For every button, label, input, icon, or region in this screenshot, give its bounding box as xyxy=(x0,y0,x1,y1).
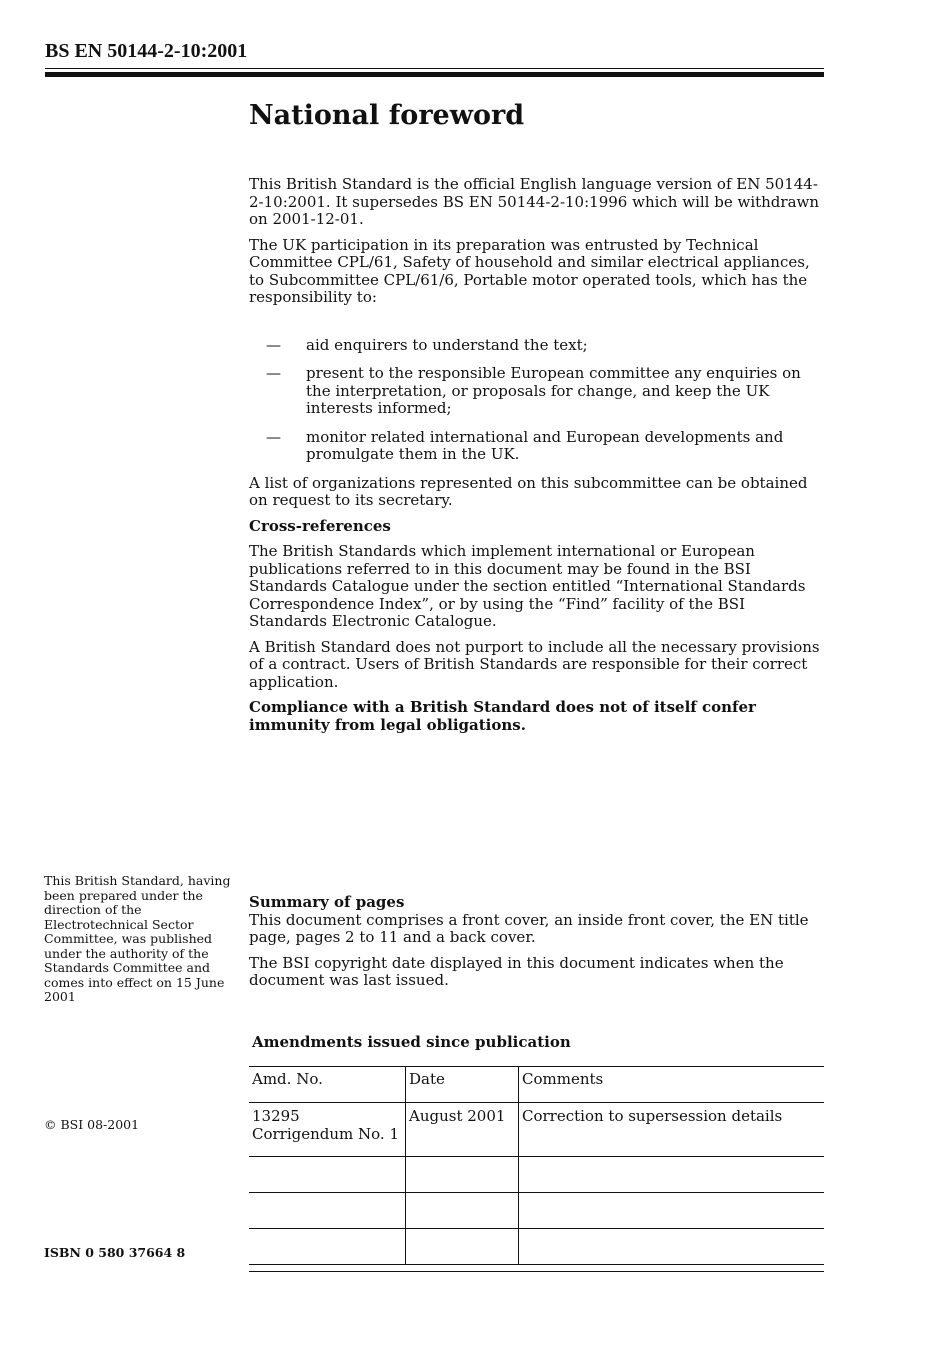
empty-cell xyxy=(249,1193,406,1229)
list-dash: — xyxy=(266,364,281,382)
table-row xyxy=(249,1103,824,1157)
list-dash: — xyxy=(266,427,281,446)
list-item xyxy=(249,337,824,355)
empty-cell xyxy=(406,1229,519,1265)
foreword-para-5: A British Standard does not purport to include all the necessary provisions of a contract. Users of British Standards are responsible for their correct application. xyxy=(249,637,820,691)
foreword-para-2: The UK participation in its preparation was entrusted by Technical Committee CPL/61, Safety of household and similar electrical appliances, to Subcommittee CPL/61/6, Portable motor operated tools, which has the responsibility to: xyxy=(249,235,810,306)
copyright-notice: © BSI 08-2001 xyxy=(44,1117,140,1132)
empty-cell xyxy=(519,1157,825,1193)
footer-rule xyxy=(249,1271,824,1272)
empty-cell xyxy=(519,1229,825,1265)
isbn: ISBN 0 580 37664 8 xyxy=(44,1245,186,1260)
table-row xyxy=(249,1157,824,1193)
column-header-comments: Comments xyxy=(519,1067,825,1103)
compliance-statement: Compliance with a British Standard does not of itself confer immunity from legal obligations. xyxy=(249,698,756,734)
date-cell: August 2001 xyxy=(406,1103,519,1157)
empty-cell xyxy=(406,1157,519,1193)
empty-cell xyxy=(249,1157,406,1193)
foreword-para-1: This British Standard is the official English language version of EN 50144-2-10:2001. It supersedes BS EN 50144-2-10:1996 which will be withdrawn on 2001-12-01. xyxy=(249,175,820,228)
list-item-text: aid enquirers to understand the text; xyxy=(306,335,588,354)
column-header-amd-no: Amd. No. xyxy=(249,1067,406,1103)
amd-no-cell xyxy=(249,1103,406,1157)
empty-cell xyxy=(519,1193,825,1229)
responsibility-list xyxy=(249,337,824,464)
list-dash: — xyxy=(266,335,281,354)
page-title: National foreword xyxy=(249,100,525,131)
amd-number: 13295 xyxy=(252,1107,300,1125)
cross-references-heading: Cross-references xyxy=(249,516,391,535)
table-row xyxy=(249,1229,824,1265)
amd-corrigendum: Corrigendum No. 1 xyxy=(252,1124,400,1143)
summary-heading: Summary of pages xyxy=(249,893,405,911)
list-item-text: monitor related international and European developments and promulgate them in the UK. xyxy=(306,427,784,463)
document-id: BS EN 50144-2-10:2001 xyxy=(45,40,248,62)
empty-cell xyxy=(249,1229,406,1265)
empty-cell xyxy=(406,1193,519,1229)
header-rule-thick xyxy=(45,72,824,77)
comments-cell: Correction to supersession details xyxy=(519,1103,825,1157)
publication-note: This British Standard, having been prepared under the direction of the Electrotechnical Sector Committee, was published under the authority of the Standards Committee and comes into effect on 15 June 2001 xyxy=(44,873,231,1004)
summary-section xyxy=(249,894,824,998)
foreword-para-3: A list of organizations represented on this subcommittee can be obtained on request to its secretary. xyxy=(249,473,808,509)
foreword-section xyxy=(249,100,824,742)
table-row xyxy=(249,1193,824,1229)
amendments-table xyxy=(249,1066,824,1265)
table-header-row xyxy=(249,1067,824,1103)
list-item-text: present to the responsible European committee any enquiries on the interpretation, or proposals for change, and keep the UK interests informed; xyxy=(306,364,801,417)
summary-para-1: This document comprises a front cover, an inside front cover, the EN title page, pages 2 to 11 and a back cover. xyxy=(249,910,809,946)
list-item xyxy=(249,429,824,464)
header-rule-thin xyxy=(45,68,824,69)
amendments-title: Amendments issued since publication xyxy=(252,1033,571,1051)
foreword-para-4: The British Standards which implement international or European publications referred to in this document may be found in the BSI Standards Catalogue under the section entitled “International Standards Correspondence Index”, or by using the “Find” facility of the BSI Standards Electronic Catalogue. xyxy=(249,542,806,630)
summary-para-2: The BSI copyright date displayed in this document indicates when the document was last issued. xyxy=(249,953,784,989)
column-header-date: Date xyxy=(406,1067,519,1103)
list-item xyxy=(249,365,824,418)
